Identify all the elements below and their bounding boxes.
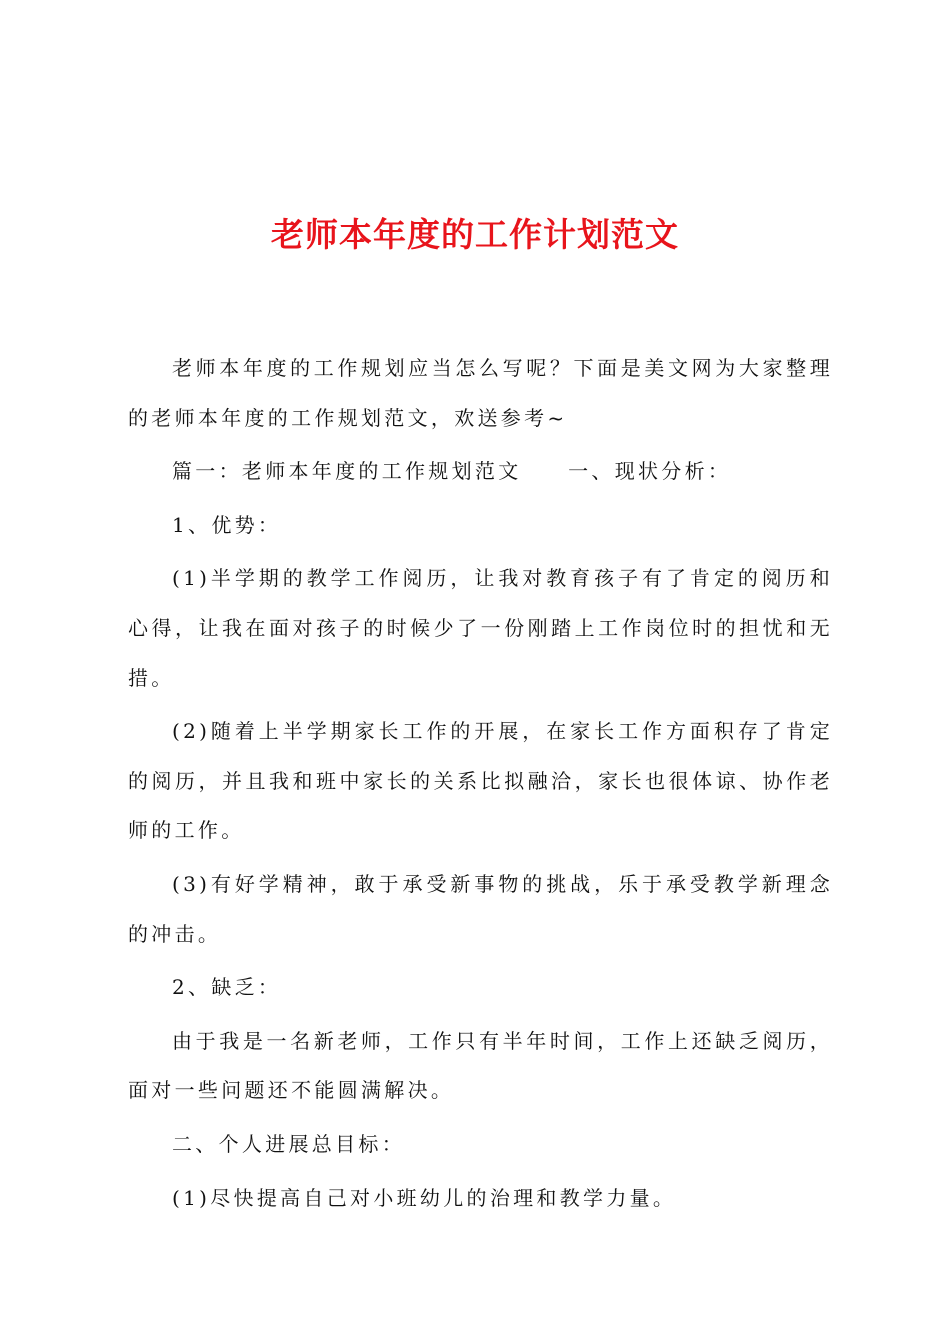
paragraph-goals-heading: 二、个人进展总目标：	[172, 1131, 405, 1156]
paragraph-goal-1: (1)尽快提高自己对小班幼儿的治理和教学力量。	[172, 1185, 677, 1210]
paragraph-advantage-3: (3)有好学精神，敢于承受新事物的挑战，乐于承受教学新理念的冲击。	[128, 871, 833, 946]
paragraph-shortcoming-1: 由于我是一名新老师，工作只有半年时间，工作上还缺乏阅历，面对一些问题还不能圆满解决。	[128, 1028, 833, 1103]
paragraph-advantage-2: (2)随着上半学期家长工作的开展，在家长工作方面积存了肯定的阅历，并且我和班中家长的关系比拟融洽，家长也很体谅、协作老师的工作。	[128, 719, 833, 843]
paragraph-shortcomings-heading: 2、缺乏：	[172, 975, 282, 1000]
document-body	[128, 344, 833, 1227]
document-title: 老师本年度的工作计划范文	[271, 215, 679, 254]
paragraph-advantages-heading: 1、优势：	[172, 512, 282, 537]
paragraph-advantage-1: (1)半学期的教学工作阅历，让我对教育孩子有了肯定的阅历和心得，让我在面对孩子的时候少了一份刚踏上工作岗位时的担忧和无措。	[128, 566, 833, 690]
paragraph-intro: 老师本年度的工作规划应当怎么写呢？下面是美文网为大家整理的老师本年度的工作规划范文，欢送参考~	[128, 356, 833, 430]
paragraph-section-heading: 篇一：老师本年度的工作规划范文 一、现状分析：	[172, 459, 732, 484]
